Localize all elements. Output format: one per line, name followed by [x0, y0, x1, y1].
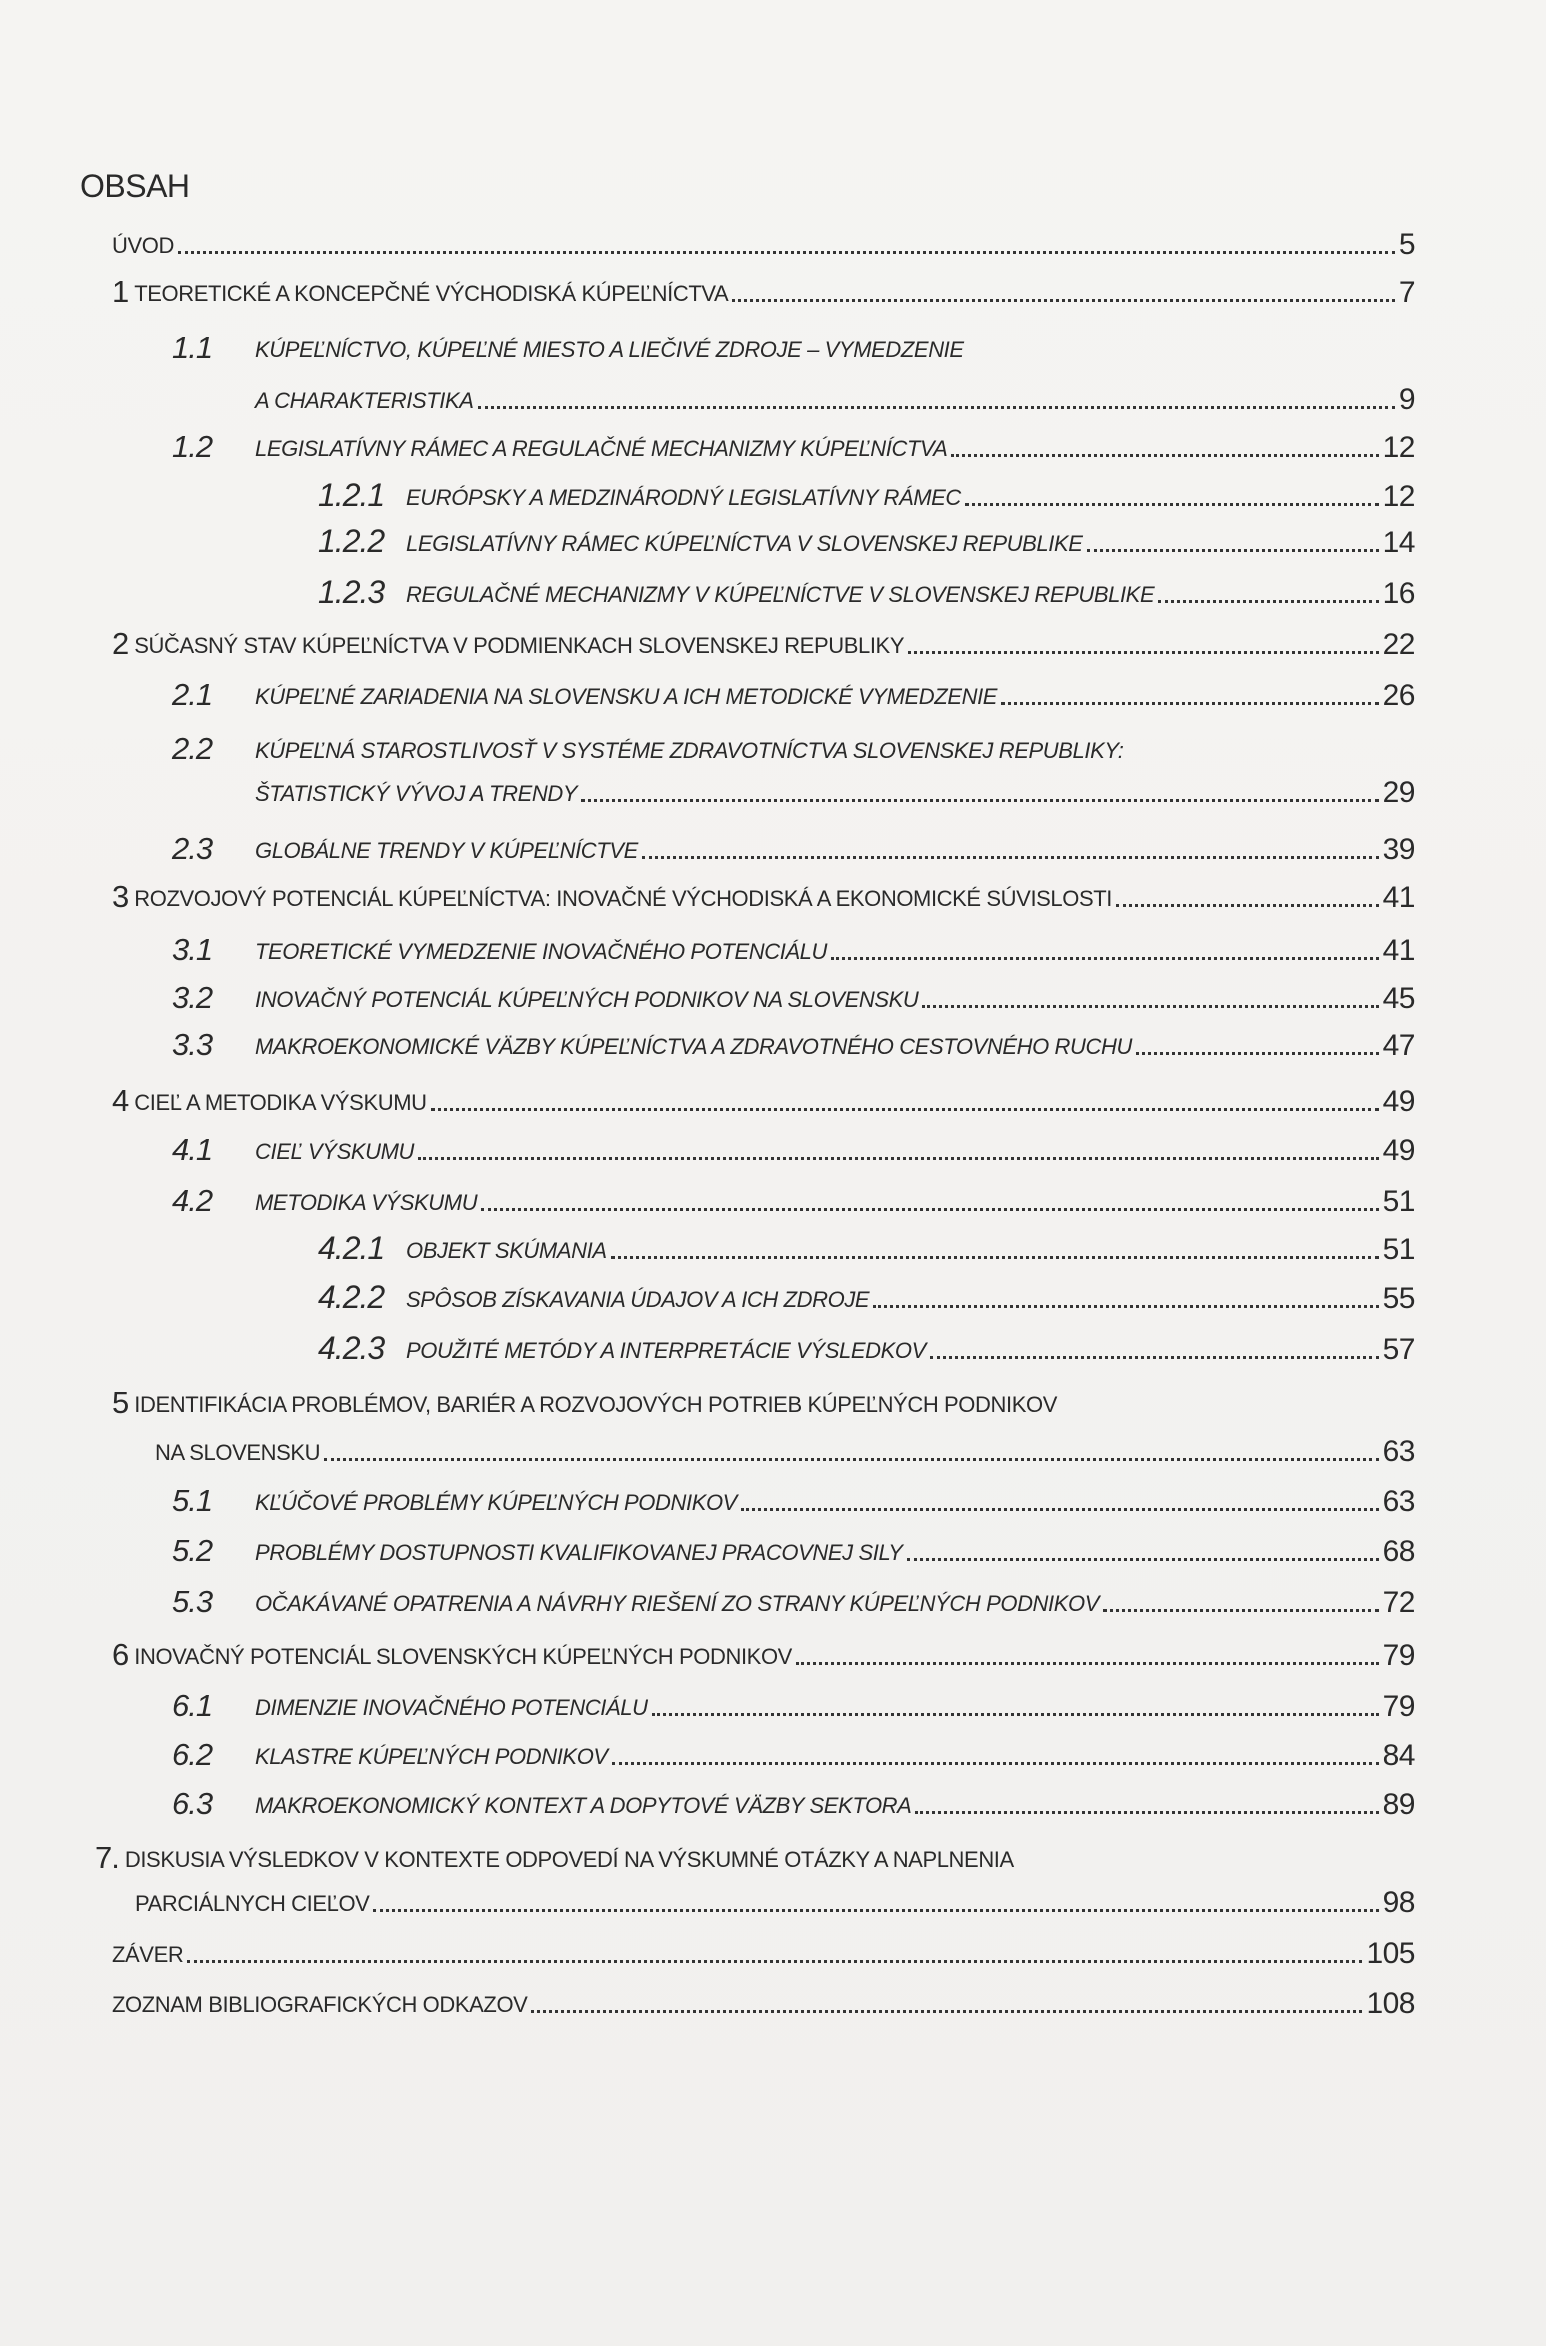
toc-entry[interactable] [172, 1680, 1415, 1724]
toc-entry-title: SPÔSOB ZÍSKAVANIA ÚDAJOV A ICH ZDROJE [406, 1287, 870, 1312]
toc-entry[interactable] [112, 1927, 1415, 1971]
dot-leader [178, 251, 1395, 254]
toc-entry-title: OBJEKT SKÚMANIA [406, 1238, 607, 1263]
toc-entry-page: 9 [1398, 383, 1415, 416]
dot-leader [922, 1005, 1378, 1008]
toc-entry-page: 51 [1382, 1185, 1415, 1218]
dot-leader [1087, 549, 1379, 552]
toc-entry[interactable] [112, 618, 1415, 662]
toc-entry[interactable] [318, 1272, 1415, 1316]
toc-entry-page: 29 [1382, 776, 1415, 809]
dot-leader [965, 503, 1379, 506]
toc-entry-title: MAKROEKONOMICKÉ VÄZBY KÚPEĽNÍCTVA A ZDRAVOTNÉHO CESTOVNÉHO RUCHU [255, 1034, 1132, 1059]
toc-entry-title: METODIKA VÝSKUMU [255, 1190, 478, 1215]
dot-leader [831, 957, 1379, 960]
dot-leader [915, 1811, 1378, 1814]
toc-entry-title: INOVAČNÝ POTENCIÁL KÚPEĽNÝCH PODNIKOV NA SLOVENSKU [255, 987, 919, 1012]
toc-entry-title: INOVAČNÝ POTENCIÁL SLOVENSKÝCH KÚPEĽNÝCH PODNIKOV [134, 1644, 792, 1669]
toc-entry-page: 39 [1382, 833, 1415, 866]
toc-entry-number: 1.2.1 [318, 477, 385, 513]
toc-entry-page: 98 [1382, 1886, 1415, 1919]
toc-entry-title: KÚPEĽNÍCTVO, KÚPEĽNÉ MIESTO A LIEČIVÉ ZDROJE – VYMEDZENIE [255, 337, 964, 362]
toc-entry-number: 3 [112, 879, 129, 914]
toc-entry[interactable] [172, 723, 1124, 767]
dot-leader [187, 1960, 1362, 1963]
toc-entry-title: DISKUSIA VÝSLEDKOV V KONTEXTE ODPOVEDÍ NA VÝSKUMNÉ OTÁZKY A NAPLNENIA [124, 1847, 1014, 1872]
dot-leader [1136, 1052, 1379, 1055]
toc-entry-title-cont: NA SLOVENSKU [155, 1440, 321, 1465]
toc-entry-page: 47 [1382, 1029, 1415, 1062]
toc-entry-page: 41 [1382, 934, 1415, 967]
toc-entry[interactable] [318, 516, 1415, 560]
toc-entry-number: 2 [112, 626, 129, 661]
toc-entry-page: 51 [1382, 1233, 1415, 1266]
dot-leader [581, 799, 1379, 802]
toc-entry[interactable] [172, 421, 1415, 465]
toc-entry[interactable] [112, 1629, 1415, 1673]
toc-entry-continuation[interactable] [135, 1876, 1415, 1920]
toc-entry-page: 5 [1398, 228, 1415, 261]
toc-entry[interactable] [172, 972, 1415, 1016]
toc-entry-page: 49 [1382, 1134, 1415, 1167]
toc-entry-number: 5.1 [172, 1483, 213, 1518]
toc-entry-title-cont: ŠTATISTICKÝ VÝVOJ A TRENDY [255, 781, 578, 806]
toc-entry-page: 105 [1366, 1937, 1415, 1970]
toc-entry[interactable] [318, 1323, 1415, 1367]
dot-leader [732, 299, 1394, 302]
dot-leader [531, 2010, 1362, 2013]
toc-entry-number: 1.2 [172, 429, 213, 464]
toc-entry[interactable] [318, 567, 1415, 611]
toc-entry-page: 49 [1382, 1085, 1415, 1118]
toc-entry-title: KÚPEĽNÁ STAROSTLIVOSŤ V SYSTÉME ZDRAVOTNÍCTVA SLOVENSKEJ REPUBLIKY: [255, 738, 1124, 763]
dot-leader [1103, 1609, 1379, 1612]
dot-leader [908, 651, 1379, 654]
toc-entry[interactable] [172, 1729, 1415, 1773]
toc-entry-number: 4.2.1 [318, 1230, 385, 1266]
toc-entry-number: 1.2.2 [318, 523, 385, 559]
toc-entry-number: 2.2 [172, 731, 213, 766]
toc-entry-number: 5 [112, 1385, 129, 1420]
toc-entry-number: 7. [95, 1840, 119, 1875]
toc-entry-page: 16 [1382, 577, 1415, 610]
toc-entry-title: LEGISLATÍVNY RÁMEC KÚPEĽNÍCTVA V SLOVENSKEJ REPUBLIKE [406, 531, 1083, 556]
toc-entry-page: 63 [1382, 1485, 1415, 1518]
toc-entry-page: 79 [1382, 1639, 1415, 1672]
toc-entry-number: 2.1 [172, 677, 213, 712]
toc-entry[interactable] [172, 669, 1415, 713]
toc-entry[interactable] [172, 1576, 1415, 1620]
toc-entry-title: SÚČASNÝ STAV KÚPEĽNÍCTVA V PODMIENKACH SLOVENSKEJ REPUBLIKY [134, 633, 905, 658]
toc-entry-title: KLASTRE KÚPEĽNÝCH PODNIKOV [255, 1744, 608, 1769]
toc-entry-page: 41 [1382, 881, 1415, 914]
toc-entry-continuation[interactable] [255, 766, 1415, 810]
toc-entry-page: 26 [1382, 679, 1415, 712]
toc-entry-title: TEORETICKÉ VYMEDZENIE INOVAČNÉHO POTENCIÁLU [255, 939, 828, 964]
toc-entry[interactable] [112, 1075, 1415, 1119]
page-title: OBSAH [80, 168, 190, 204]
toc-entry-title: KĽÚČOVÉ PROBLÉMY KÚPEĽNÝCH PODNIKOV [255, 1490, 737, 1515]
toc-entry-number: 2.3 [172, 831, 213, 866]
toc-entry-number: 1 [112, 274, 129, 309]
toc-entry-title: LEGISLATÍVNY RÁMEC A REGULAČNÉ MECHANIZMY KÚPEĽNÍCTVA [255, 436, 948, 461]
dot-leader [418, 1157, 1379, 1160]
toc-entry[interactable] [172, 1019, 1415, 1063]
toc-entry-title: OČAKÁVANÉ OPATRENIA A NÁVRHY RIEŠENÍ ZO STRANY KÚPEĽNÝCH PODNIKOV [255, 1591, 1100, 1616]
toc-entry-number: 4.1 [172, 1132, 213, 1167]
dot-leader [612, 1762, 1379, 1765]
toc-entry-number: 5.2 [172, 1533, 213, 1568]
toc-entry[interactable] [172, 1525, 1415, 1569]
toc-entry-title: IDENTIFIKÁCIA PROBLÉMOV, BARIÉR A ROZVOJOVÝCH POTRIEB KÚPEĽNÝCH PODNIKOV [134, 1392, 1057, 1417]
toc-entry[interactable] [318, 470, 1415, 514]
toc-entry[interactable] [95, 1832, 1014, 1876]
toc-entry-title: REGULAČNÉ MECHANIZMY V KÚPEĽNÍCTVE V SLOVENSKEJ REPUBLIKE [406, 582, 1155, 607]
toc-entry-title-cont: A CHARAKTERISTIKA [255, 388, 474, 413]
dot-leader [481, 1208, 1378, 1211]
toc-entry-page: 63 [1382, 1435, 1415, 1468]
dot-leader [930, 1356, 1379, 1359]
toc-entry-continuation[interactable] [155, 1425, 1415, 1469]
toc-entry-page: 12 [1382, 480, 1415, 513]
toc-entry-page: 22 [1382, 628, 1415, 661]
toc-entry[interactable] [112, 218, 1415, 262]
toc-entry-page: 7 [1398, 276, 1415, 309]
toc-entry-title: EURÓPSKY A MEDZINÁRODNÝ LEGISLATÍVNY RÁMEC [406, 485, 961, 510]
toc-entry-page: 72 [1382, 1586, 1415, 1619]
toc-entry[interactable] [172, 1475, 1415, 1519]
dot-leader [431, 1108, 1379, 1111]
dot-leader [642, 856, 1379, 859]
toc-entry-number: 4.2.3 [318, 1330, 385, 1366]
dot-leader [373, 1909, 1378, 1912]
toc-entry[interactable] [112, 1977, 1415, 2021]
toc-entry-title: GLOBÁLNE TRENDY V KÚPEĽNÍCTVE [255, 838, 638, 863]
toc-entry-number: 3.2 [172, 980, 213, 1015]
toc-entry-title: ROZVOJOVÝ POTENCIÁL KÚPEĽNÍCTVA: INOVAČNÉ VÝCHODISKÁ A EKONOMICKÉ SÚVISLOSTI [134, 886, 1113, 911]
dot-leader [324, 1458, 1378, 1461]
toc-entry-page: 89 [1382, 1788, 1415, 1821]
toc-entry-number: 6.1 [172, 1688, 213, 1723]
toc-entry-number: 3.3 [172, 1027, 213, 1062]
toc-entry-number: 4.2.2 [318, 1279, 385, 1315]
toc-entry-number: 6 [112, 1637, 129, 1672]
dot-leader [951, 454, 1378, 457]
dot-leader [1001, 702, 1379, 705]
dot-leader [652, 1713, 1379, 1716]
toc-entry-title: PROBLÉMY DOSTUPNOSTI KVALIFIKOVANEJ PRACOVNEJ SILY [255, 1540, 903, 1565]
dot-leader [1158, 600, 1378, 603]
toc-entry-title: CIEĽ A METODIKA VÝSKUMU [134, 1090, 427, 1115]
toc-entry[interactable] [172, 1778, 1415, 1822]
toc-entry-title: CIEĽ VÝSKUMU [255, 1139, 415, 1164]
toc-entry[interactable] [172, 1175, 1415, 1219]
toc-entry-title: ZOZNAM BIBLIOGRAFICKÝCH ODKAZOV [112, 1992, 528, 2017]
dot-leader [907, 1558, 1379, 1561]
toc-entry-number: 3.1 [172, 932, 213, 967]
toc-entry[interactable] [112, 266, 1415, 310]
toc-entry-continuation[interactable] [255, 373, 1415, 417]
dot-leader [611, 1256, 1379, 1259]
toc-entry-number: 6.3 [172, 1786, 213, 1821]
toc-entry-number: 6.2 [172, 1737, 213, 1772]
toc-entry-title: ZÁVER [112, 1942, 184, 1967]
toc-entry[interactable] [172, 1124, 1415, 1168]
toc-entry[interactable] [172, 823, 1415, 867]
dot-leader [796, 1662, 1379, 1665]
toc-entry[interactable] [172, 924, 1415, 968]
dot-leader [873, 1305, 1378, 1308]
toc-entry-number: 4 [112, 1083, 129, 1118]
toc-entry-title: POUŽITÉ METÓDY A INTERPRETÁCIE VÝSLEDKOV [406, 1338, 926, 1363]
toc-entry-page: 57 [1382, 1333, 1415, 1366]
toc-entry-page: 79 [1382, 1690, 1415, 1723]
toc-entry-page: 12 [1382, 431, 1415, 464]
toc-entry-page: 55 [1382, 1282, 1415, 1315]
toc-entry-page: 45 [1382, 982, 1415, 1015]
toc-entry-number: 4.2 [172, 1183, 213, 1218]
toc-entry-title: MAKROEKONOMICKÝ KONTEXT A DOPYTOVÉ VÄZBY SEKTORA [255, 1793, 912, 1818]
toc-entry[interactable] [318, 1223, 1415, 1267]
dot-leader [1116, 904, 1379, 907]
toc-entry[interactable] [172, 322, 964, 366]
toc-entry-number: 5.3 [172, 1584, 213, 1619]
toc-entry-title: TEORETICKÉ A KONCEPČNÉ VÝCHODISKÁ KÚPEĽNÍCTVA [134, 281, 729, 306]
toc-entry-page: 68 [1382, 1535, 1415, 1568]
toc-entry-title: DIMENZIE INOVAČNÉHO POTENCIÁLU [255, 1695, 648, 1720]
dot-leader [478, 406, 1395, 409]
toc-entry[interactable] [112, 871, 1415, 915]
toc-entry-number: 1.2.3 [318, 574, 385, 610]
toc-entry-page: 108 [1366, 1987, 1415, 2020]
toc-entry-page: 84 [1382, 1739, 1415, 1772]
toc-entry-page: 14 [1382, 526, 1415, 559]
toc-entry-title: KÚPEĽNÉ ZARIADENIA NA SLOVENSKU A ICH METODICKÉ VYMEDZENIE [255, 684, 998, 709]
toc-entry[interactable] [112, 1377, 1057, 1421]
toc-entry-number: 1.1 [172, 330, 213, 365]
toc-entry-title: ÚVOD [112, 233, 174, 258]
dot-leader [741, 1508, 1379, 1511]
toc-entry-title-cont: PARCIÁLNYCH CIEĽOV [135, 1891, 370, 1916]
